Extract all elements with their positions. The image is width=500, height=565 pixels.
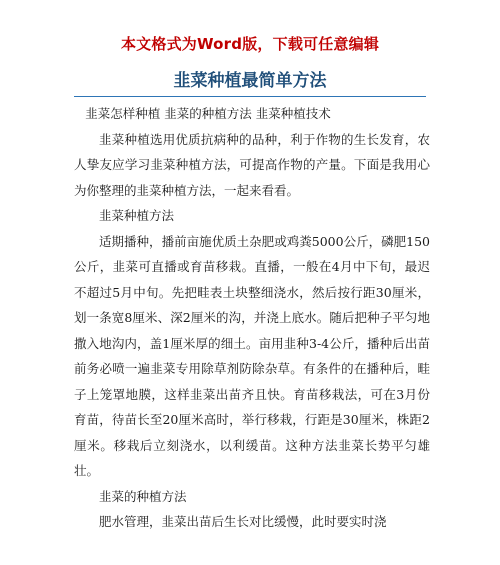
edit-banner: 本文格式为Word版，下载可任意编辑 <box>120 35 380 53</box>
keywords-line: 韭菜怎样种植 韭菜的种植方法 韭菜种植技术 <box>85 106 331 121</box>
body-paragraph: 适期播种，播前亩施优质土杂肥或鸡粪5000公斤，磷肥150公斤，韭菜可直播或育苗移栽。直播，一般在4月中下旬，最迟不超过5月中旬。先把畦表土块整细浇水，然后按行距30厘米，划一条宽8厘米、深2厘米的沟，并浇上底水。随后把种子平匀地撒入地沟内，盖1厘米厚的细土。亩用韭种3-4公斤，播种后出苗前务必喷一遍韭菜专用除草剂防除杂草。有条件的在播种后，畦子上笼罩地膜，这样韭菜出苗齐且快。育苗移栽法，可在3月份育苗，待苗长至20厘米高时，举行移栽，行距是30厘米，株距2厘米。移栽后立刻浇水，以利缓苗。这种方法韭菜长势平匀雄壮。 <box>74 233 430 478</box>
document-body <box>74 101 430 535</box>
body-paragraph: 肥水管理，韭菜出苗后生长对比缓慢，此时要实时浇 <box>99 514 387 529</box>
section-heading: 韭菜种植方法 <box>99 208 175 223</box>
intro-paragraph: 韭菜种植选用优质抗病种的品种，利于作物的生长发育，农人挚友应学习韭菜种植方法，可提高作物的产量。下面是我用心为你整理的韭菜种植方法，一起来看看。 <box>74 131 430 198</box>
section-heading: 韭菜的种植方法 <box>99 488 187 504</box>
document-title: 韭菜种植最简单方法 <box>173 71 327 91</box>
title-divider <box>74 96 426 97</box>
